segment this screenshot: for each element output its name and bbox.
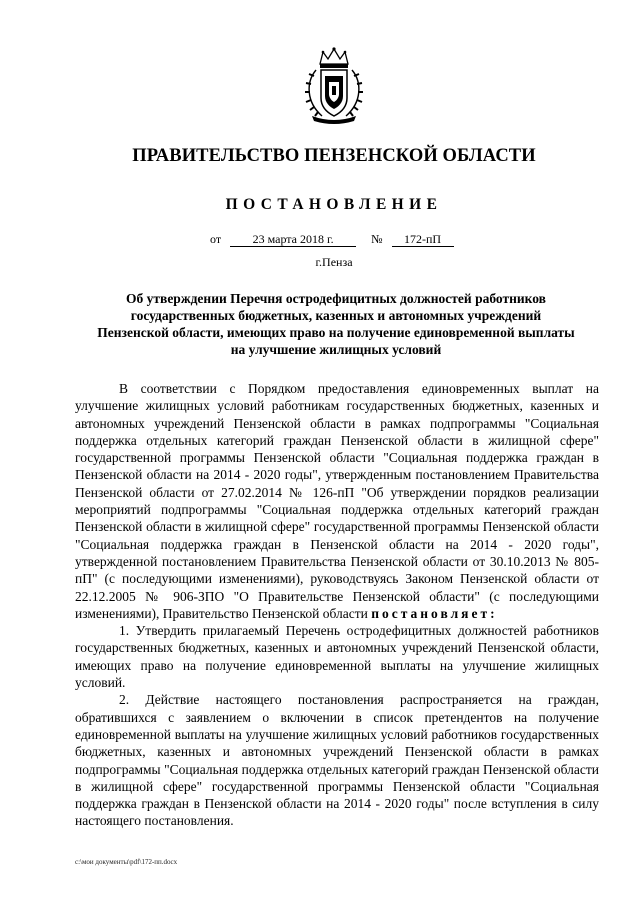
city: г.Пенза <box>315 255 353 269</box>
document-date: 23 марта 2018 г. <box>230 232 356 247</box>
item-2-paragraph: 2. Действие настоящего постановления распространяется на граждан, обратившихся с заявлением о включении в список претендентов на получение единовременной выплаты на улучшение жилищных условий работников государственных бюджетных, казенных и автономных учреждений Пензенской области в рамках подпрограммы "Социальная поддержка отдельных категорий граждан Пензенской области в жилищной сфере" государственной программы Пензенской области "Социальная поддержка граждан в Пензенской области на 2014 - 2020 годы" после вступления в силу настоящего постановления. <box>75 692 599 829</box>
preamble-text: В соответствии с Порядком предоставления единовременных выплат на улучшение жилищных условий работникам государственных бюджетных, казенных и автономных учреждений Пензенской области в рамках подпрограммы "Социальная поддержка отдельных категорий граждан Пензенской области в жилищной сфере" государственной программы Пензенской области "Социальная поддержка граждан в Пензенской области на 2014 - 2020 годы", утвержденным постановлением Правительства Пензенской области от 27.02.2014 № 126-пП "Об утверждении порядков реализации мероприятий подпрограммы "Социальная поддержка отдельных категорий граждан Пензенской области в жилищной сфере" государственной программы Пензенской области "Социальная поддержка граждан в Пензенской области на 2014 - 2020 годы", утвержденной постановлением Правительства Пензенской области от 30.10.2013 № 805-пП" (с последующими изменениями), руководствуясь Законом Пензенской области от 22.12.2005 № 906-ЗПО "О Правительстве Пензенской области" (с последующими изменениями), Правительство Пензенской области <box>75 381 599 621</box>
penza-coat-of-arms-icon <box>302 46 366 124</box>
date-prefix: от <box>210 232 222 246</box>
resolves-word: постановляет: <box>371 605 498 621</box>
government-title: ПРАВИТЕЛЬСТВО ПЕНЗЕНСКОЙ ОБЛАСТИ <box>132 146 536 166</box>
number-prefix: № <box>371 232 383 246</box>
document-body <box>75 380 599 830</box>
document-type: ПОСТАНОВЛЕНИЕ <box>225 196 443 213</box>
date-number-line <box>210 232 454 247</box>
file-path-footer: c:\мои документы\pdf\172-пп.docx <box>75 858 178 866</box>
document-number: 172-пП <box>392 232 454 247</box>
preamble-paragraph <box>75 380 599 622</box>
item-1-paragraph: 1. Утвердить прилагаемый Перечень остродефицитных должностей работников государственных бюджетных, казенных и автономных учреждений Пензенской области, имеющих право на получение единовременной выплаты на улучшение жилищных условий. <box>75 623 599 691</box>
document-subject: Об утверждении Перечня остродефицитных должностей работников государственных бюджетных, казенных и автономных учреждений Пензенской области, имеющих право на получение единовременной выплаты на улучшение жилищных условий <box>97 291 575 357</box>
